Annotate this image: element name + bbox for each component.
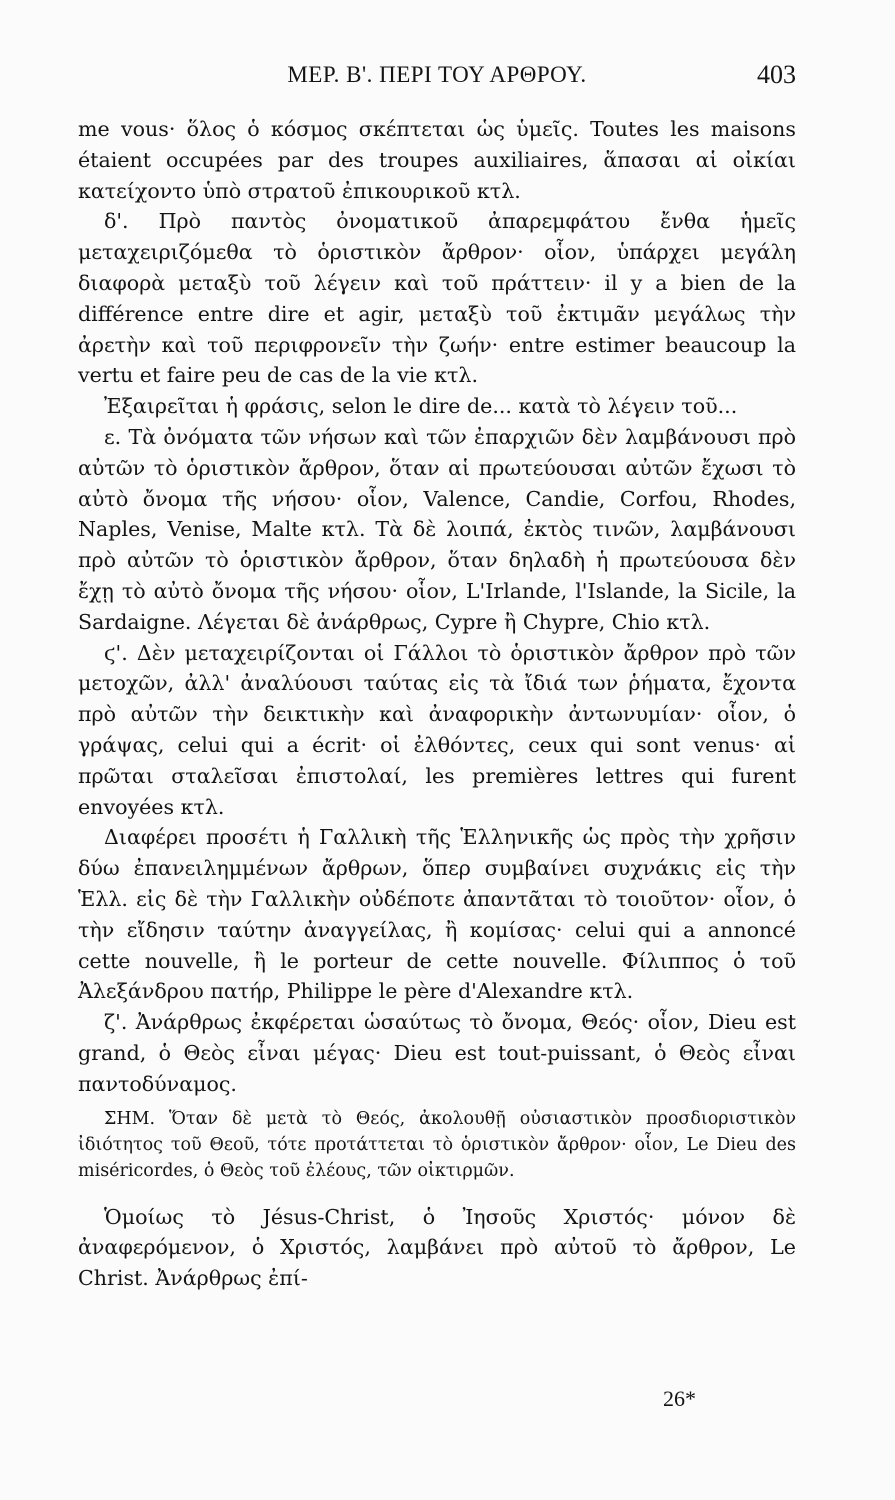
paragraph-1: me vous· ὅλος ὁ κόσμος σκέπτεται ὡς ὑμεῖς. Toutes les maisons étaient occupées par des troupes auxiliaires, ἅπασαι αἱ οἰκίαι κατείχοντο ὑπὸ στρατοῦ ἐπικουρικοῦ κτλ. [78, 117, 796, 203]
paragraph-8: Ὁμοίως τὸ Jésus-Christ, ὁ Ἰησοῦς Χριστός· μόνον δὲ ἀναφερόμενον, ὁ Χριστός, λαμβάνει πρὸ αὐτοῦ τὸ ἄρθρον, Le Christ. Ἀνάρθρως ἐπί- [78, 1204, 796, 1291]
page-number: 403 [757, 60, 796, 89]
body-text [78, 114, 796, 1294]
paragraph-7: ζ'. Ἀνάρθρως ἐκφέρεται ὡσαύτως τὸ ὄνομα, Θεός· οἷον, Dieu est grand, ὁ Θεὸς εἶναι μέγας· Dieu est tout-puissant, ὁ Θεὸς εἶναι παντοδύναμος. [78, 1010, 796, 1096]
paragraph-6: Διαφέρει προσέτι ἡ Γαλλικὴ τῆς Ἑλληνικῆς ὡς πρὸς τὴν χρῆσιν δύω ἐπανειλημμένων ἄρθρων, ὅπερ συμβαίνει συχνάκις εἰς τὴν Ἑλλ. εἰς δὲ τὴν Γαλλικὴν οὐδέποτε ἀπαντᾶται τὸ τοιοῦτον· οἷον, ὁ τὴν εἴδησιν ταύτην ἀναγγείλας, ἢ κομίσας· celui qui a annoncé cette nouvelle, ἢ le porteur de cette nouvelle. Φίλιππος ὁ τοῦ Ἀλεξάνδρου πατήρ, Philippe le père d'Alexandre κτλ. [78, 825, 796, 1004]
signature-mark: 26* [663, 1386, 696, 1411]
running-head: ΜΕΡ. Β'. ΠΕΡΙ ΤΟΥ ΑΡΘΡΟΥ. [287, 62, 587, 87]
paragraph-3: Ἐξαιρεῖται ἡ φράσις, selon le dire de... κατὰ τὸ λέγειν τοῦ... [104, 394, 738, 419]
paragraph-2: δ'. Πρὸ παντὸς ὀνοματικοῦ ἀπαρεμφάτου ἔνθα ἡμεῖς μεταχειριζόμεθα τὸ ὁριστικὸν ἄρθρον· οἷον, ὑπάρχει μεγάλη διαφορὰ μεταξὺ τοῦ λέγειν καὶ τοῦ πράττειν· il y a bien de la différence entre dire et agir, μεταξὺ τοῦ ἐκτιμᾶν μεγάλως τὴν ἀρετὴν καὶ τοῦ περιφρονεῖν τὴν ζωήν· entre estimer beaucoup la vertu et faire peu de cas de la vie κτλ. [78, 209, 796, 388]
paragraph-4: ε. Τὰ ὀνόματα τῶν νήσων καὶ τῶν ἐπαρχιῶν δὲν λαμβάνουσι πρὸ αὐτῶν τὸ ὁριστικὸν ἄρθρον, ὅταν αἱ πρωτεύουσαι αὐτῶν ἔχωσι τὸ αὐτὸ ὄνομα τῆς νήσου· οἷον, Valence, Candie, Corfou, Rhodes, Naples, Venise, Malte κτλ. Τὰ δὲ λοιπά, ἐκτὸς τινῶν, λαμβάνουσι πρὸ αὐτῶν τὸ ὁριστικὸν ἄρθρον, ὅταν δηλαδὴ ἡ πρωτεύουσα δὲν ἔχῃ τὸ αὐτὸ ὄνομα τῆς νήσου· οἷον, L'Irlande, l'Islande, la Sicile, la Sardaigne. Λέγεται δὲ ἀνάρθρως, Cypre ἢ Chypre, Chio κτλ. [78, 424, 796, 634]
page-header [78, 60, 796, 100]
paragraph-5: ϛ'. Δὲν μεταχειρίζονται οἱ Γάλλοι τὸ ὁριστικὸν ἄρθρον πρὸ τῶν μετοχῶν, ἀλλ' ἀναλύουσι ταύτας εἰς τὰ ἴδιά των ῥήματα, ἔχοντα πρὸ αὐτῶν τὴν δεικτικὴν καὶ ἀναφορικὴν ἀντωνυμίαν· οἷον, ὁ γράψας, celui qui a écrit· οἱ ἐλθόντες, ceux qui sont venus· αἱ πρῶται σταλεῖσαι ἐπιστολαί, les premières lettres qui furent envoyées κτλ. [78, 640, 796, 819]
note-paragraph: ΣΗΜ. Ὅταν δὲ μετὰ τὸ Θεός, ἀκολουθῇ οὐσιαστικὸν προσδιοριστικὸν ἰδιότητος τοῦ Θεοῦ, τότε προτάττεται τὸ ὁριστικὸν ἄρθρον· οἷον, Le Dieu des miséricordes, ὁ Θεὸς τοῦ ἐλέους, τῶν οἰκτιρμῶν. [78, 1108, 796, 1181]
